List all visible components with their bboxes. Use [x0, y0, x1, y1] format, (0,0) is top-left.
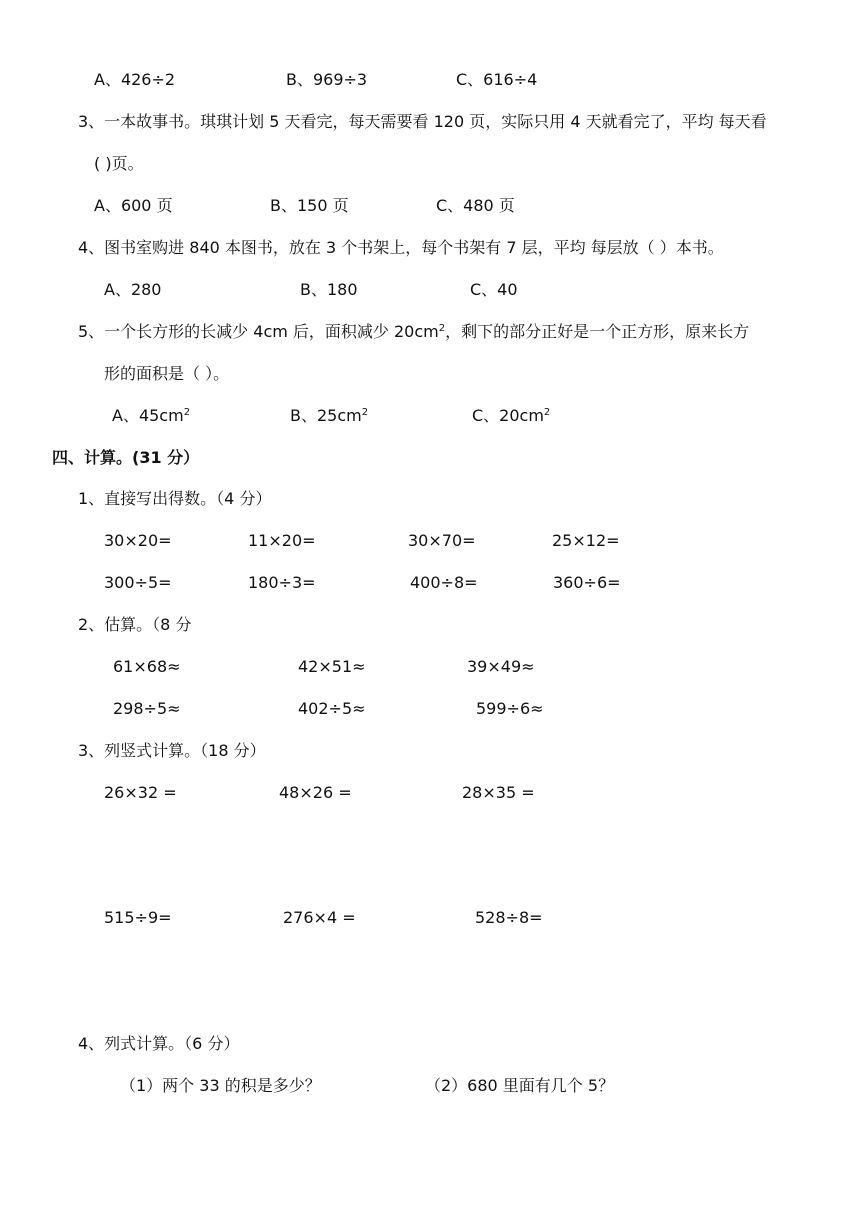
q5-option-b-text: B、25cm	[290, 406, 362, 425]
p3-problem: 48×26 =	[279, 783, 352, 802]
p1-problem: 30×70=	[408, 531, 476, 550]
p1-problem: 11×20=	[248, 531, 316, 550]
p1-problem: 360÷6=	[553, 573, 621, 592]
p1-problem: 30×20=	[104, 531, 172, 550]
q5-question-cont: 形的面积是（ ）。	[104, 364, 230, 383]
q3-question-cont: ( )页。	[94, 154, 144, 173]
p2-problem: 61×68≈	[113, 657, 181, 676]
q5-option-a	[112, 406, 190, 426]
p1-problem: 25×12=	[552, 531, 620, 550]
q4-option-b: B、180	[300, 280, 358, 299]
q5-option-c-sup: 2	[543, 407, 551, 418]
p1-problem: 180÷3=	[248, 573, 316, 592]
q5-option-a-text: A、45cm	[112, 406, 184, 425]
q3-option-c: C、480 页	[436, 196, 515, 215]
q3-option-a: A、600 页	[94, 196, 173, 215]
part2-title: 2、估算。（8 分	[78, 615, 192, 634]
q5-question	[78, 322, 749, 342]
q2-option-a: A、426÷2	[94, 70, 176, 89]
p3-problem: 528÷8=	[475, 908, 543, 927]
q4-option-a: A、280	[104, 280, 162, 299]
p3-problem: 28×35 =	[462, 783, 535, 802]
part1-title: 1、直接写出得数。（4 分）	[78, 489, 272, 508]
q5-question-post: ，剩下的部分正好是一个正方形，原来长方	[445, 322, 750, 341]
q2-option-b: B、969÷3	[286, 70, 368, 89]
p2-problem: 298÷5≈	[113, 699, 181, 718]
q5-option-c	[472, 406, 550, 426]
p2-problem: 39×49≈	[467, 657, 535, 676]
q5-option-b	[290, 406, 368, 426]
part4-title: 4、列式计算。（6 分）	[78, 1034, 240, 1053]
p3-problem: 515÷9=	[104, 908, 172, 927]
q5-question-pre: 5、一个长方形的长减少 4cm 后，面积减少 20cm	[78, 322, 439, 341]
q4-question: 4、图书室购进 840 本图书，放在 3 个书架上，每个书架有 7 层，平均 每层放（ ）本书。	[78, 238, 724, 257]
q4-option-c: C、40	[470, 280, 518, 299]
p3-problem: 26×32 =	[104, 783, 177, 802]
q5-option-b-sup: 2	[361, 407, 369, 418]
p1-problem: 400÷8=	[410, 573, 478, 592]
p4-question-2: （2）680 里面有几个 5？	[425, 1076, 615, 1095]
p4-question-1: （1）两个 33 的积是多少？	[120, 1076, 321, 1095]
q5-option-a-sup: 2	[183, 407, 191, 418]
q2-option-c: C、616÷4	[456, 70, 538, 89]
p2-problem: 599÷6≈	[476, 699, 544, 718]
p1-problem: 300÷5=	[104, 573, 172, 592]
p2-problem: 402÷5≈	[298, 699, 366, 718]
p3-problem: 276×4 =	[283, 908, 356, 927]
q5-squared: 2	[438, 323, 446, 334]
part3-title: 3、列竖式计算。（18 分）	[78, 741, 266, 760]
section4-title: 四、计算。(31 分）	[52, 448, 200, 467]
p2-problem: 42×51≈	[298, 657, 366, 676]
q3-question: 3、一本故事书。琪琪计划 5 天看完，每天需要看 120 页，实际只用 4 天就看完了，平均 每天看	[78, 112, 767, 131]
q3-option-b: B、150 页	[270, 196, 349, 215]
q5-option-c-text: C、20cm	[472, 406, 544, 425]
